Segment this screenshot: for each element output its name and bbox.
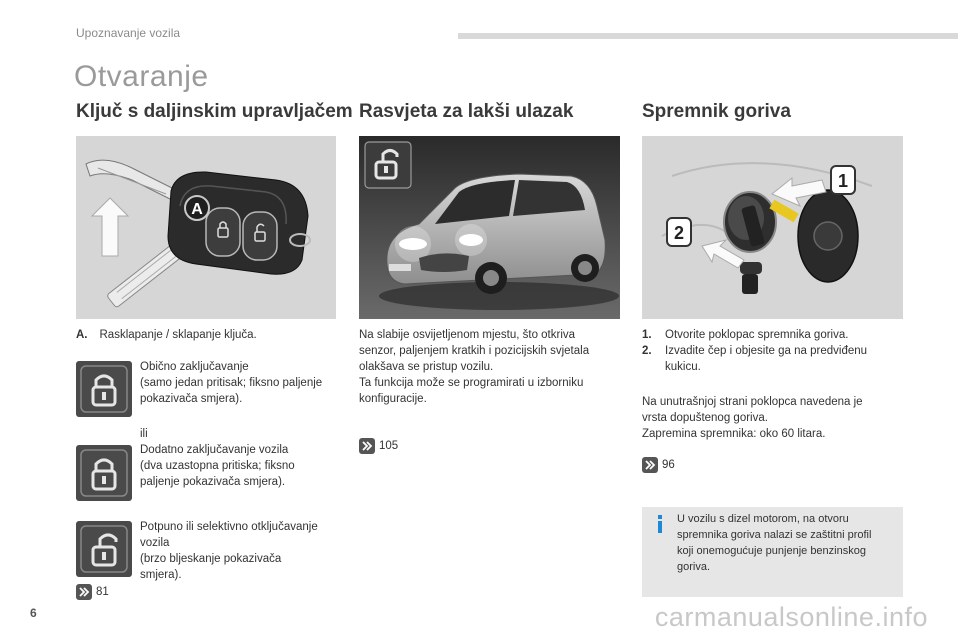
lighting-text: Na slabije osvijetljenom mjestu, što otkriva senzor, paljenjem kratkih i pozicijskih svjetala olakšava se pristup vozilu. Ta funkcija može se programirati u izborniku konfiguracije.	[359, 329, 590, 405]
page-number: 6	[30, 606, 37, 620]
key-caption-letter: A.	[76, 329, 88, 341]
fuel-section-title: Spremnik goriva	[642, 101, 791, 122]
page-title: Otvaranje	[74, 60, 209, 93]
car-image	[359, 136, 620, 319]
lighting-section-title: Rasvjeta za lakši ulazak	[359, 101, 574, 122]
key-item-2-text: ili Dodatno zaključavanje vozila (dva uzastopna pritiska; fiksno paljenje pokazivača smjera).	[140, 428, 295, 488]
info-icon	[655, 515, 665, 531]
lock-closed-icon	[76, 361, 132, 417]
watermark: carmanualsonline.info	[654, 602, 928, 632]
fuel-text: Na unutrašnjoj strani poklopca navedena je vrsta dopuštenog goriva. Zapremina spremnika: oko 60 litara.	[642, 396, 863, 440]
page-ref-icon	[76, 584, 92, 600]
lock-open-icon	[76, 521, 132, 577]
key-item-3-text: Potpuno ili selektivno otključavanje vozila (brzo bljeskanje pokazivača smjera).	[140, 521, 318, 581]
page-ref-icon	[642, 457, 658, 473]
key-section-title: Ključ s daljinskim upravljačem	[76, 101, 353, 122]
lock-closed-icon	[76, 445, 132, 501]
key-caption-text: Rasklapanje / sklapanje ključa.	[99, 329, 257, 341]
header-bar	[458, 33, 958, 39]
fuel-label-1: 1	[837, 171, 849, 191]
lighting-page-ref[interactable]: 105	[359, 438, 398, 454]
key-page-ref[interactable]: 81	[76, 584, 109, 600]
key-image	[76, 136, 336, 319]
key-caption	[76, 327, 257, 343]
key-item-1-text: Obično zaključavanje (samo jedan pritisak; fiksno paljenje pokazivača smjera).	[140, 361, 323, 405]
fuel-page-ref[interactable]: 96	[642, 457, 675, 473]
page-ref-icon	[359, 438, 375, 454]
fuel-steps	[642, 327, 867, 375]
key-label-a: A	[191, 201, 203, 218]
list-item: 2. Izvadite čep i objesite ga na predviđenu kukicu.	[642, 345, 868, 373]
fuel-label-2: 2	[673, 223, 685, 243]
list-item: 1. Otvorite poklopac spremnika goriva.	[642, 329, 849, 341]
header-section: Upoznavanje vozila	[76, 26, 181, 40]
info-text: U vozilu s dizel motorom, na otvoru spremnika goriva nalazi se zaštitni profil koji onemogućuje punjenje benzinskog goriva.	[677, 513, 872, 573]
fuel-cap-image	[642, 136, 903, 319]
